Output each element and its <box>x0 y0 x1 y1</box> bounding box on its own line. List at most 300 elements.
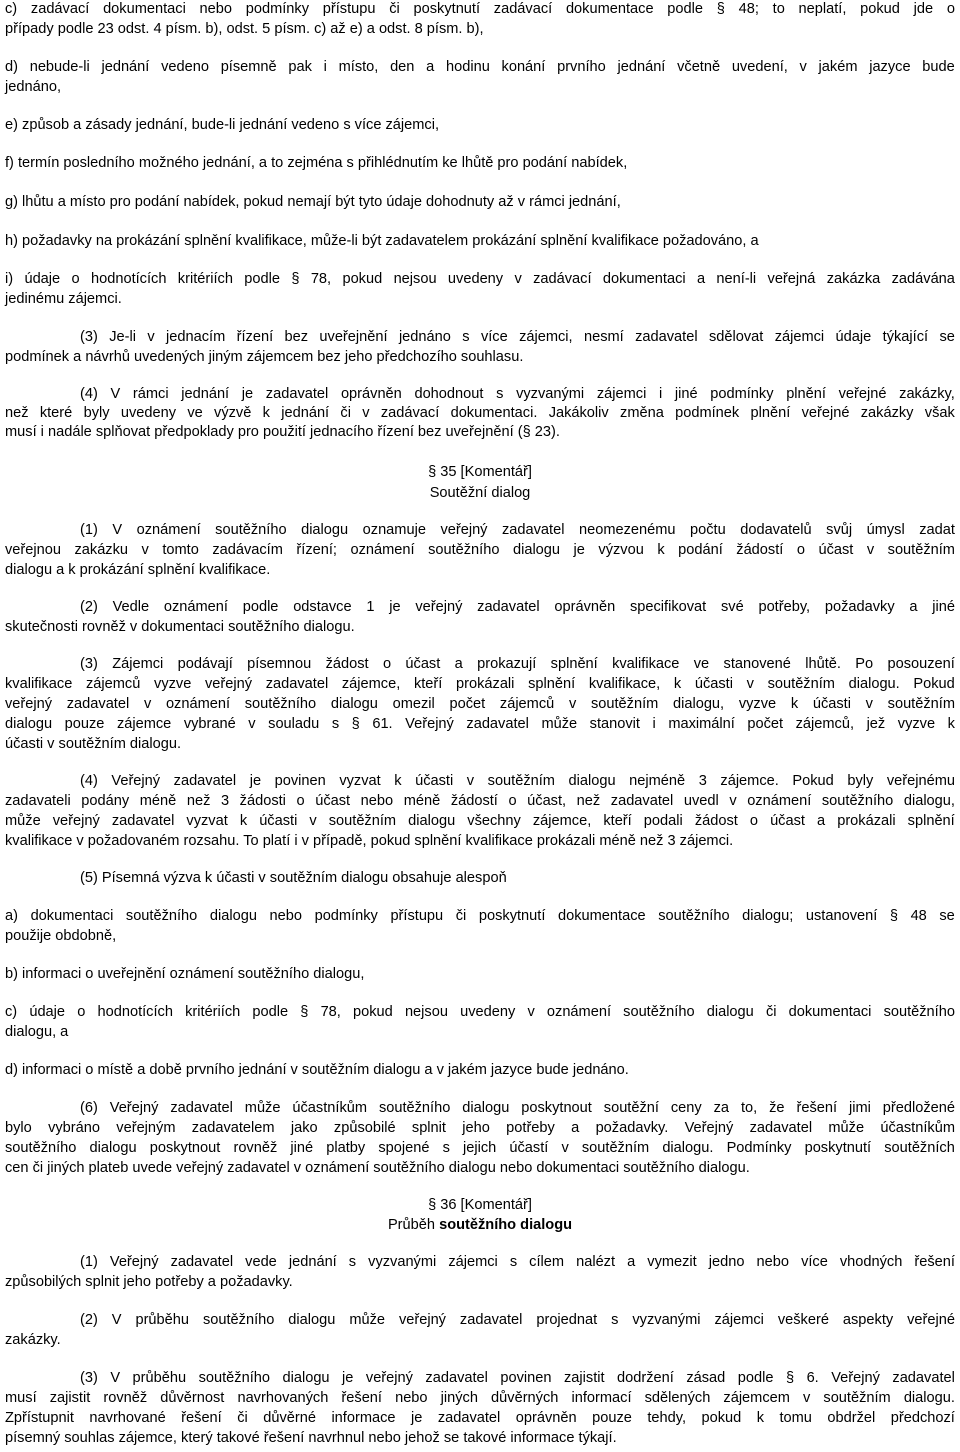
word: vyzve <box>738 696 777 712</box>
word: než <box>576 793 601 809</box>
word: oprávněn <box>554 599 616 615</box>
word: 78, <box>310 271 332 287</box>
word: zakázky <box>860 405 914 421</box>
word: neomezenému <box>578 522 676 538</box>
word: prokazují <box>477 656 537 672</box>
word: (3) <box>80 329 98 345</box>
text-line <box>5 0 955 18</box>
word: je <box>410 1410 423 1426</box>
word: specifikovat <box>629 599 707 615</box>
word: a <box>571 1120 580 1136</box>
word: údaje <box>29 1004 66 1020</box>
word: informace <box>331 1410 396 1426</box>
word: žádostí <box>736 542 784 558</box>
word: souladu <box>268 716 320 732</box>
word: aspekty <box>842 1312 894 1328</box>
word: Po <box>855 656 874 672</box>
word: bez <box>284 329 309 345</box>
text-line: dialogu a k prokázání splnění kvalifikace. <box>5 562 271 578</box>
word: informací <box>571 1390 632 1406</box>
word: zájemců <box>499 696 555 712</box>
text-line: jednáno, <box>5 79 61 95</box>
word: vyzvanými <box>368 1254 437 1270</box>
word: v <box>147 329 155 345</box>
word: poskytnout <box>149 1140 221 1156</box>
word: v <box>746 676 754 692</box>
word: řešení <box>914 1254 955 1270</box>
word: zadavatel <box>265 386 329 402</box>
word: dialogu <box>209 908 257 924</box>
word: zadavatel <box>466 716 529 732</box>
word: jednacím <box>166 329 226 345</box>
text-line: kvalifikace v požadovaném rozsahu. To platí i v případě, pokud splnění kvalifikace prokázali méně než 3 zájemci. <box>5 833 734 849</box>
word: dialogu <box>330 696 378 712</box>
word: V <box>110 386 121 402</box>
word: soutěžních <box>884 1140 955 1156</box>
word: podmínky <box>245 1 310 17</box>
word: veřejnému <box>886 773 955 789</box>
word: k <box>947 716 955 732</box>
word: podle <box>242 599 279 615</box>
text-line <box>80 1311 955 1329</box>
word: oznámení <box>163 599 228 615</box>
word: v <box>527 1004 535 1020</box>
word: týkající <box>882 329 929 345</box>
word: (1) <box>80 1254 98 1270</box>
word: podle <box>252 1004 289 1020</box>
word: soutěžního <box>883 1004 955 1020</box>
word: je <box>241 386 254 402</box>
word: Veřejný <box>109 1100 159 1116</box>
text-line: případy podle 23 odst. 4 písm. b), odst. 5 písm. c) až e) a odst. 8 písm. b), <box>5 21 484 37</box>
word: veřejné <box>838 386 887 402</box>
word: zájemci <box>596 386 647 402</box>
word: o <box>508 793 517 809</box>
word: veřejným <box>116 1120 176 1136</box>
text-line: způsobilých splnit jeho potřeby a požadavky. <box>5 1274 293 1290</box>
text-line <box>5 812 955 830</box>
word: V <box>110 1370 121 1386</box>
heading-word: Průběh <box>387 1217 440 1233</box>
word: ve <box>187 405 203 421</box>
word: povinen <box>500 1370 552 1386</box>
word: plnění <box>786 386 826 402</box>
word: zadavatel <box>265 676 329 692</box>
word: k <box>756 1410 764 1426</box>
word: kvalifikace <box>5 676 73 692</box>
section-heading-number: § 35 [Komentář] <box>428 464 532 480</box>
word: oznámení <box>165 696 231 712</box>
word: účast <box>315 793 351 809</box>
word: den <box>390 59 415 75</box>
word: posouzení <box>887 656 955 672</box>
word: § <box>291 271 300 287</box>
word: s <box>331 716 340 732</box>
word: jazyce <box>869 59 911 75</box>
word: pokud <box>701 1410 742 1426</box>
word: vede <box>245 1254 277 1270</box>
word: přístupu <box>390 908 444 924</box>
word: vedeno <box>161 59 209 75</box>
word: byly <box>83 405 110 421</box>
word: stanovit <box>589 716 640 732</box>
text-line <box>5 1119 955 1137</box>
word: oznamuje <box>362 522 426 538</box>
word: soutěžního <box>623 1004 695 1020</box>
word: může <box>828 1120 865 1136</box>
word: údaje <box>835 329 872 345</box>
word: uvedeny <box>460 1004 516 1020</box>
section-heading-title: Soutěžní dialog <box>429 485 531 501</box>
word: jedno <box>708 1254 745 1270</box>
text-line: použije obdobně, <box>5 928 117 944</box>
text-line: zakázky. <box>5 1332 61 1348</box>
word: o <box>296 793 305 809</box>
word: 48; <box>738 1 759 17</box>
word: Veřejný <box>109 1254 159 1270</box>
word: potřeby, <box>758 599 811 615</box>
word: zadavateli <box>5 793 71 809</box>
word: je <box>249 773 262 789</box>
word: vybráno <box>48 1120 100 1136</box>
word: zájemce, <box>341 676 401 692</box>
word: účast <box>818 542 854 558</box>
text-line <box>5 907 955 925</box>
word: zájemců, <box>795 716 855 732</box>
word: údaje <box>24 271 61 287</box>
word: účasti <box>694 676 733 692</box>
word: podání <box>678 542 723 558</box>
word: soutěžního <box>215 522 287 538</box>
word: zadávací <box>533 271 592 287</box>
word: V <box>111 1312 122 1328</box>
word: veřejný <box>440 522 488 538</box>
word: hodinu <box>445 59 490 75</box>
word: dokumentaci <box>788 1004 872 1020</box>
text-line <box>5 58 955 76</box>
word: v <box>561 1140 569 1156</box>
word: dialogu <box>5 716 53 732</box>
word: oznámení <box>747 793 812 809</box>
word: i <box>323 59 327 75</box>
word: které <box>39 405 73 421</box>
word: s <box>611 1312 619 1328</box>
word: konání <box>501 59 546 75</box>
word: veřejný <box>205 676 253 692</box>
word: soutěžního <box>244 696 317 712</box>
text-line <box>80 1099 955 1117</box>
word: dialogu <box>288 1312 336 1328</box>
word: zadavatel <box>610 793 674 809</box>
text-line: písemný souhlas zájemce, který takové řešení navrhnul nebo jehož se takové informace týkají. <box>5 1430 617 1446</box>
word: jiné <box>674 386 698 402</box>
word: účast, <box>527 793 567 809</box>
word: k <box>262 405 270 421</box>
word: soutěžní <box>603 1100 659 1116</box>
word: důvěrnost <box>160 1390 225 1406</box>
word: v <box>362 405 370 421</box>
word: splnit <box>411 1120 446 1136</box>
word: že <box>769 1100 785 1116</box>
word: nebude-li <box>29 59 90 75</box>
word: to <box>772 1 785 17</box>
word: zadávací <box>380 405 440 421</box>
word: zájemce, <box>532 813 592 829</box>
word: oznámení <box>546 1004 611 1020</box>
word: průběhu <box>135 1312 190 1328</box>
word: kteří <box>413 676 443 692</box>
word: vyzvanými <box>632 1312 701 1328</box>
word: než <box>186 793 211 809</box>
word: veřejný <box>365 1370 413 1386</box>
word: uvedení, <box>731 59 788 75</box>
word: zadavatel <box>111 813 175 829</box>
text-line <box>5 404 955 422</box>
word: soutěžním <box>328 813 397 829</box>
word: c) <box>5 1004 18 1020</box>
text-line <box>80 772 955 790</box>
word: veřejný <box>5 696 53 712</box>
word: 3 <box>220 793 230 809</box>
word: platby <box>326 1140 366 1156</box>
word: či <box>455 908 467 924</box>
word: účasti <box>415 773 454 789</box>
word: zájemcem <box>723 1390 790 1406</box>
word: pokud <box>342 271 383 287</box>
word: hodnotících <box>90 271 167 287</box>
word: jeho <box>462 1120 490 1136</box>
word: v <box>143 696 152 712</box>
word: stanovené <box>723 656 791 672</box>
word: účastníkům <box>880 1120 955 1136</box>
word: písemnou <box>247 656 312 672</box>
word: jednání <box>617 59 666 75</box>
word: svůj <box>826 522 853 538</box>
word: soutěžního <box>658 908 730 924</box>
word: soutěžního <box>821 793 894 809</box>
word: byly <box>847 773 874 789</box>
word: Pokud <box>913 676 955 692</box>
word: nebo <box>269 908 302 924</box>
word: k <box>657 542 665 558</box>
word: Zájemci <box>112 656 164 672</box>
word: k <box>673 676 682 692</box>
word: jednání <box>101 59 150 75</box>
word: odstavce <box>293 599 352 615</box>
text-line <box>80 328 955 346</box>
word: splnění <box>907 813 955 829</box>
word: jakém <box>818 59 858 75</box>
text-line: e) způsob a zásady jednání, bude-li jednání vedeno s více zájemci, <box>5 117 440 133</box>
word: dialogu <box>706 1004 754 1020</box>
word: neplatí, <box>798 1 847 17</box>
word: dialogu, <box>903 793 955 809</box>
word: v <box>865 696 873 712</box>
word: v <box>514 271 522 287</box>
word: zakázku <box>74 542 129 558</box>
word: účasti <box>259 813 298 829</box>
text-line: podmínek a návrhů uvedených jiným zájemcem bez jeho předchozího souhlasu. <box>5 349 524 365</box>
word: soutěžního <box>5 1140 77 1156</box>
word: zadavatel <box>635 329 698 345</box>
word: Veřejný <box>831 1370 880 1386</box>
word: je <box>342 1370 354 1386</box>
word: kritériích <box>177 271 233 287</box>
word: zadávací <box>30 1 90 17</box>
word: v <box>866 542 875 558</box>
word: nebo <box>199 1 233 17</box>
text-line: d) informaci o místě a době prvního jednání v soutěžním dialogu a v jakém jazyce bude jednáno. <box>5 1062 629 1078</box>
word: účast <box>405 656 441 672</box>
word: ustanovení <box>805 908 878 924</box>
word: předložené <box>882 1100 955 1116</box>
word: může <box>244 1100 281 1116</box>
word: maximální <box>668 716 735 732</box>
word: c) <box>5 1 18 17</box>
text-line: skutečnosti rovněž v dokumentaci soutěžního dialogu. <box>5 619 355 635</box>
word: počet <box>449 696 486 712</box>
word: za <box>713 1100 730 1116</box>
word: splnění <box>528 676 576 692</box>
word: výzvě <box>214 405 252 421</box>
word: dialogu <box>462 1100 510 1116</box>
word: méně <box>403 793 441 809</box>
word: uvedl <box>683 793 719 809</box>
text-line <box>80 598 955 616</box>
word: soutěžním <box>581 1140 650 1156</box>
word: jejich <box>462 1140 497 1156</box>
word: kteří <box>603 813 632 829</box>
word: zadavatel <box>501 522 565 538</box>
word: důvěrné <box>263 1410 316 1426</box>
word: § <box>351 716 360 732</box>
word: nebo <box>756 1254 790 1270</box>
word: či <box>389 1 400 17</box>
word: vhodných <box>839 1254 903 1270</box>
word: i <box>652 716 656 732</box>
word: soutěžního <box>378 1100 451 1116</box>
word: nesmí <box>583 329 624 345</box>
word: účastníkům <box>292 1100 368 1116</box>
text-line <box>5 1139 955 1157</box>
word: vymezit <box>647 1254 697 1270</box>
word: s <box>348 1254 357 1270</box>
word: jež <box>866 716 886 732</box>
text-line <box>5 792 955 810</box>
word: průběhu <box>132 1370 187 1386</box>
word: 48 <box>910 908 927 924</box>
word: pak <box>288 59 312 75</box>
word: zadávacím <box>212 542 283 558</box>
word: řešení <box>341 1390 382 1406</box>
word: dokumentaci. <box>450 405 538 421</box>
word: není-li <box>716 271 757 287</box>
word: (2) <box>80 599 98 615</box>
word: veřejný <box>52 813 100 829</box>
word: může <box>541 716 578 732</box>
word: přístupu <box>322 1 376 17</box>
word: ceny <box>670 1100 702 1116</box>
heading-bold-words: soutěžního dialogu <box>439 1217 573 1233</box>
word: Veřejný <box>405 716 454 732</box>
word: § <box>785 1370 795 1386</box>
word: méně <box>139 793 177 809</box>
word: o <box>71 271 80 287</box>
word: plnění <box>750 405 791 421</box>
word: vyzvat <box>339 773 381 789</box>
word: v <box>466 773 475 789</box>
word: podávají <box>177 656 233 672</box>
word: Jakákoliv <box>548 405 609 421</box>
word: k <box>790 696 799 712</box>
word: řešení <box>181 1410 222 1426</box>
word: poskytnutí <box>804 1140 872 1156</box>
word: podali <box>643 813 683 829</box>
word: dokumentaci <box>30 908 114 924</box>
text-line <box>5 695 955 713</box>
word: vyzve <box>154 676 192 692</box>
word: dialogu <box>301 522 349 538</box>
word: (4) <box>80 773 98 789</box>
word: zakázky, <box>899 386 955 402</box>
word: podány <box>81 793 130 809</box>
word: řízení <box>236 329 274 345</box>
word: soutěžním <box>487 773 555 789</box>
word: zadavatel <box>170 1254 234 1270</box>
word: V <box>112 522 123 538</box>
word: zadávána <box>891 271 955 287</box>
word: než <box>5 405 29 421</box>
word: a <box>426 59 435 75</box>
section-heading-title <box>5 1216 955 1234</box>
word: navrhovaných <box>237 1390 329 1406</box>
word: či <box>765 1004 777 1020</box>
word: lhůtě. <box>805 656 841 672</box>
word: způsobilé <box>333 1120 396 1136</box>
word: uveřejnění <box>319 329 388 345</box>
word: jednání <box>288 1254 337 1270</box>
word: zájemci, <box>519 329 573 345</box>
word: dialogu <box>568 773 616 789</box>
word: o <box>796 542 805 558</box>
word: vyzve <box>897 716 936 732</box>
word: více <box>480 329 508 345</box>
word: nejsou <box>404 1004 448 1020</box>
word: § <box>300 1004 309 1020</box>
word: žádostí <box>450 793 498 809</box>
word: jimi <box>848 1100 871 1116</box>
word: dialogu <box>408 813 456 829</box>
word: Je-li <box>109 329 136 345</box>
word: tehdy, <box>647 1410 686 1426</box>
word: zadavatel <box>66 696 130 712</box>
word: prokázali <box>837 813 896 829</box>
word: poskytnutí <box>478 908 546 924</box>
word: zájemci <box>774 329 825 345</box>
word: Podmínky <box>726 1140 792 1156</box>
word: i <box>658 386 663 402</box>
word: je <box>573 542 585 558</box>
text-line: účasti v soutěžním dialogu. <box>5 736 182 752</box>
word: d) <box>5 59 18 75</box>
word: zadavatel <box>170 1100 233 1116</box>
word: zadavatel <box>892 1370 955 1386</box>
word: účast <box>770 813 805 829</box>
word: své <box>720 599 744 615</box>
word: v <box>141 542 149 558</box>
word: dodavatelů <box>740 522 812 538</box>
word: soutěžním <box>887 542 955 558</box>
